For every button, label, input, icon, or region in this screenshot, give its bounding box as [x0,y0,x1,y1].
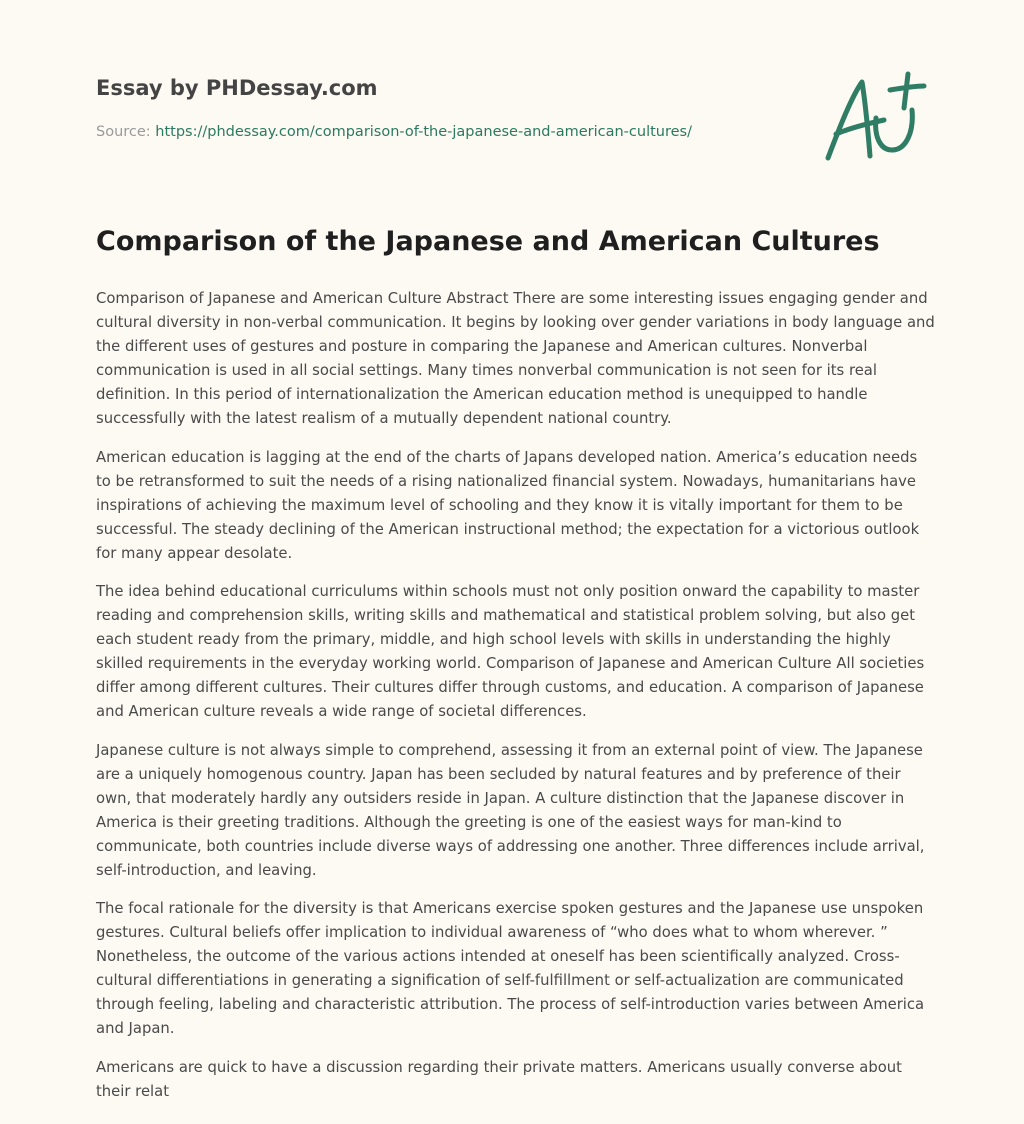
essay-paragraph: Comparison of Japanese and American Culture Abstract There are some interesting issues engaging gender and cultural diversity in non-verbal communication. It begins by looking over gender variations in body language and the different uses of gestures and posture in comparing the Japanese and American cultures. Nonverbal communication is used in all social settings. Many times nonverbal communication is not seen for its real definition. In this period of internationalization the American education method is unequipped to handle successfully with the latest realism of a mutually dependent national country. [96,290,935,427]
essay-title: Comparison of the Japanese and American Cultures [96,226,880,257]
source-link[interactable]: https://phdessay.com/comparison-of-the-japanese-and-american-cultures/ [155,124,692,140]
source-line [96,124,692,140]
essay-paragraph: Americans are quick to have a discussion regarding their private matters. Americans usually converse about their relat [96,1058,902,1100]
site-brand: Essay by PHDessay.com [96,76,378,100]
a-plus-grade-logo-icon [818,66,930,166]
source-label: Source: [96,124,151,140]
essay-body [96,287,936,1118]
essay-paragraph: Japanese culture is not always simple to comprehend, assessing it from an external point of view. The Japanese are a uniquely homogenous country. Japan has been secluded by natural features and by preference of their own, that moderately hardly any outsiders reside in Japan. A culture distinction that the Japanese discover in America is their greeting traditions. Although the greeting is one of the easiest ways for man-kind to communicate, both countries include diverse ways of addressing one another. Three differences include arrival, self-introduction, and leaving. [96,741,925,879]
essay-paragraph: The focal rationale for the diversity is that Americans exercise spoken gestures and the Japanese use unspoken gestures. Cultural beliefs offer implication to individual awareness of “who does what to whom wherever. ” Nonetheless, the outcome of the various actions intended at oneself has been scientifically analyzed. Cross-cultural differentiations in generating a signification of self-fulfillment or self-actualization are communicated through feeling, labeling and characteristic attribution. The process of self-introduction varies between America and Japan. [96,900,925,1037]
essay-paragraph: The idea behind educational curriculums within schools must not only position onward the capability to master reading and comprehension skills, writing skills and mathematical and statistical problem solving, but also get each student ready from the primary, middle, and high school levels with skills in understanding the highly skilled requirements in the everyday working world. Comparison of Japanese and American Culture All societies differ among different cultures. Their cultures differ through customs, and education. A comparison of Japanese and American culture reveals a wide range of societal differences. [96,583,925,720]
essay-paragraph: American education is lagging at the end of the charts of Japans developed nation. America’s education needs to be retransformed to suit the needs of a rising nationalized financial system. Nowadays, humanitarians have inspirations of achieving the maximum level of schooling and they know it is vitally important for them to be successful. The steady declining of the American instructional method; the expectation for a victorious outlook for many appear desolate. [96,448,920,562]
